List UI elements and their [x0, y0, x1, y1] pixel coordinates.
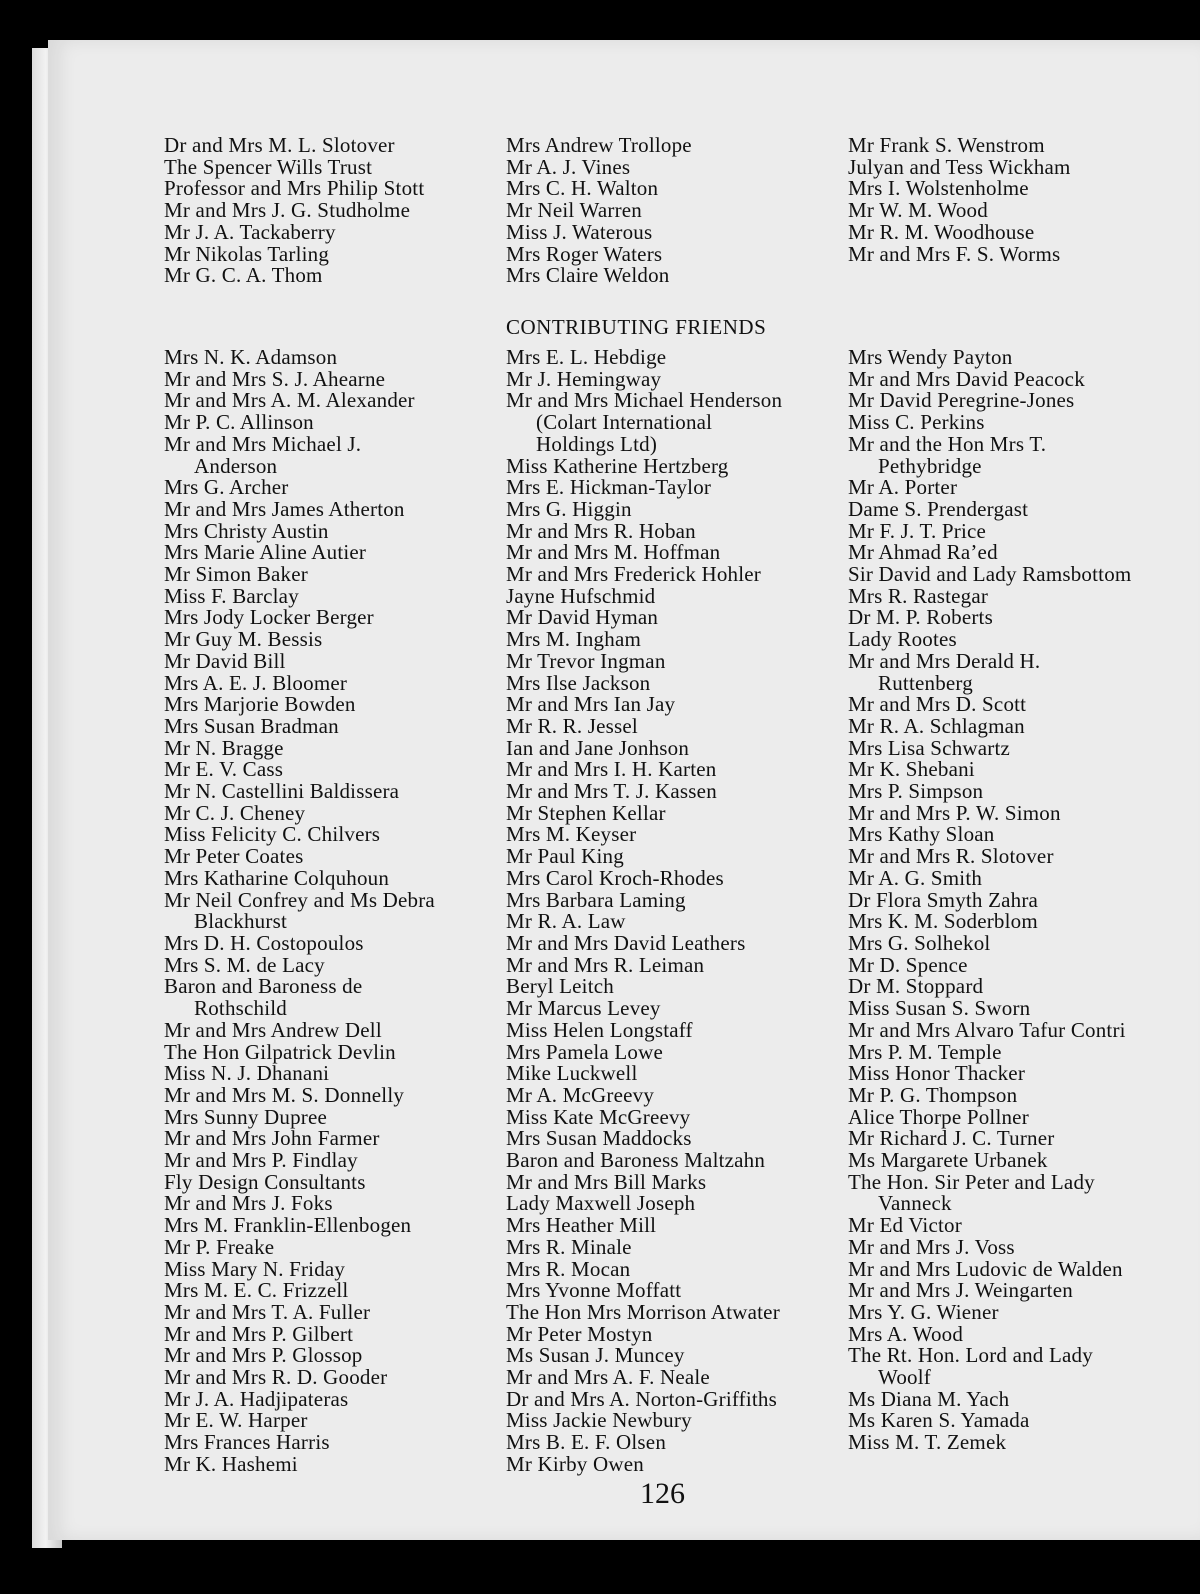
name-entry: The Hon Gilpatrick Devlin [164, 1039, 396, 1064]
name-entry: Mrs Marjorie Bowden [164, 692, 356, 717]
name-entry: The Rt. Hon. Lord and Lady [848, 1343, 1093, 1368]
top-list-column-1 [164, 135, 494, 287]
name-entry: Mrs A. E. J. Bloomer [164, 670, 348, 695]
name-entry: Mr A. McGreevy [506, 1082, 655, 1107]
name-entry: Miss J. Waterous [506, 219, 653, 244]
name-entry: Mr F. J. T. Price [848, 518, 987, 543]
name-entry: Mrs Susan Bradman [164, 713, 339, 738]
name-entry: Mr A. J. Vines [506, 154, 631, 179]
name-entry-continuation: (Colart International [536, 410, 713, 435]
name-entry: Mr and Mrs Andrew Dell [164, 1017, 382, 1042]
name-entry: Julyan and Tess Wickham [848, 154, 1071, 179]
name-entry: Mr and Mrs David Peacock [848, 366, 1085, 391]
name-entry: Ms Susan J. Muncey [506, 1343, 685, 1368]
name-entry: Mr W. M. Wood [848, 198, 988, 223]
name-entry: Mike Luckwell [506, 1061, 638, 1086]
name-entry: Lady Maxwell Joseph [506, 1191, 696, 1216]
name-entry: Beryl Leitch [506, 974, 614, 999]
name-entry-continuation: Woolf [878, 1365, 931, 1390]
name-entry: Mr David Bill [164, 648, 286, 673]
page-number: 126 [640, 1477, 685, 1510]
name-entry: Miss Jackie Newbury [506, 1408, 692, 1433]
name-entry: Mrs N. K. Adamson [164, 345, 338, 369]
name-entry: Miss Kate McGreevy [506, 1104, 691, 1129]
name-entry: Mr and Mrs John Farmer [164, 1126, 380, 1151]
name-entry: Mr N. Bragge [164, 735, 284, 760]
name-entry: Baron and Baroness de [164, 974, 363, 999]
name-entry: Mr Neil Confrey and Ms Debra [164, 887, 435, 912]
name-entry: Dr Flora Smyth Zahra [848, 887, 1039, 912]
name-entry: Sir David and Lady Ramsbottom [848, 562, 1132, 587]
name-entry: Mrs Jody Locker Berger [164, 605, 374, 630]
name-entry: Mrs M. Ingham [506, 627, 642, 652]
name-entry: Mrs Wendy Payton [848, 345, 1013, 369]
name-entry: Mr Neil Warren [506, 198, 643, 223]
name-entry: Mr K. Hashemi [164, 1451, 298, 1476]
name-entry: Mrs Christy Austin [164, 518, 329, 543]
name-entry: Mr Richard J. C. Turner [848, 1126, 1055, 1151]
name-entry: Mr and Mrs A. M. Alexander [164, 388, 415, 413]
name-entry: Mrs Ilse Jackson [506, 670, 651, 695]
name-entry: Mr and Mrs J. Voss [848, 1234, 1015, 1259]
name-entry: Mr and Mrs Ian Jay [506, 692, 676, 717]
name-entry: Mrs Claire Weldon [506, 263, 670, 288]
name-entry: Mr Peter Coates [164, 844, 304, 869]
name-entry: Mr P. Freake [164, 1234, 275, 1259]
name-entry: Mr Stephen Kellar [506, 800, 666, 825]
name-entry: Mrs Y. G. Wiener [848, 1299, 999, 1324]
name-entry: Mr A. Porter [848, 475, 958, 500]
name-entry: Mr and Mrs J. G. Studholme [164, 198, 411, 223]
name-entry: Mrs M. Keyser [506, 822, 637, 847]
name-entry-continuation: Anderson [194, 453, 278, 478]
name-entry: Baron and Baroness Maltzahn [506, 1148, 766, 1173]
name-entry-continuation: Rothschild [194, 996, 288, 1021]
name-entry: Mrs Susan Maddocks [506, 1126, 692, 1151]
name-entry: Mrs Frances Harris [164, 1430, 330, 1455]
name-entry: Mr and Mrs David Leathers [506, 930, 746, 955]
top-list-column-2 [506, 135, 836, 287]
name-entry: Mr R. M. Woodhouse [848, 219, 1035, 244]
name-entry: Fly Design Consultants [164, 1169, 366, 1194]
name-entry: Mr and Mrs A. F. Neale [506, 1365, 710, 1390]
name-entry: Dame S. Prendergast [848, 496, 1029, 521]
name-entry: Mr and Mrs Derald H. [848, 648, 1041, 673]
name-entry: Mr Nikolas Tarling [164, 241, 330, 266]
contributing-friends-column-3 [848, 347, 1200, 1454]
name-entry: Mrs S. M. de Lacy [164, 952, 325, 977]
name-entry: Mr and Mrs F. S. Worms [848, 241, 1061, 266]
name-entry: Mrs G. Solhekol [848, 930, 991, 955]
name-entry: Mrs R. Mocan [506, 1256, 631, 1281]
name-entry: Mr Paul King [506, 844, 624, 869]
name-entry: Miss M. T. Zemek [848, 1430, 1007, 1455]
name-entry: Mr Kirby Owen [506, 1451, 644, 1476]
name-entry: Ms Margarete Urbanek [848, 1148, 1048, 1173]
name-entry: Mrs P. M. Temple [848, 1039, 1002, 1064]
name-entry: Mr and Mrs R. Leiman [506, 952, 705, 977]
name-entry: Mrs M. E. C. Frizzell [164, 1278, 349, 1303]
name-entry: Mr J. A. Hadjipateras [164, 1386, 349, 1411]
name-entry: Mr J. Hemingway [506, 366, 662, 391]
name-entry: Mrs Kathy Sloan [848, 822, 995, 847]
name-entry: The Spencer Wills Trust [164, 154, 373, 179]
name-entry: Mr J. A. Tackaberry [164, 219, 336, 244]
name-entry: Mrs Sunny Dupree [164, 1104, 328, 1129]
name-entry: Mr P. G. Thompson [848, 1082, 1018, 1107]
name-entry: Ms Karen S. Yamada [848, 1408, 1030, 1433]
name-entry: Dr and Mrs A. Norton-Griffiths [506, 1386, 778, 1411]
name-entry: Miss Helen Longstaff [506, 1017, 693, 1042]
name-entry: Jayne Hufschmid [506, 583, 656, 608]
name-entry: Mr and Mrs James Atherton [164, 496, 405, 521]
section-heading-contributing-friends: CONTRIBUTING FRIENDS [506, 315, 767, 339]
name-entry: Mr D. Spence [848, 952, 968, 977]
name-entry: Mr R. A. Schlagman [848, 713, 1025, 738]
contributing-friends-column-1 [164, 347, 494, 1476]
name-entry: Mrs M. Franklin-Ellenbogen [164, 1213, 412, 1238]
name-entry: Mr and Mrs Bill Marks [506, 1169, 707, 1194]
name-entry: Mr and Mrs P. W. Simon [848, 800, 1061, 825]
name-entry: Miss Honor Thacker [848, 1061, 1026, 1086]
name-entry: Mrs E. L. Hebdige [506, 345, 667, 369]
name-entry: Mr and Mrs R. D. Gooder [164, 1365, 388, 1390]
name-entry: Miss F. Barclay [164, 583, 299, 608]
name-entry: Mr K. Shebani [848, 757, 975, 782]
name-entry: Mrs R. Rastegar [848, 583, 989, 608]
name-entry: Mr and Mrs M. Hoffman [506, 540, 721, 565]
name-entry: Mr A. G. Smith [848, 865, 983, 890]
name-entry-continuation: Ruttenberg [878, 670, 973, 695]
name-entry: Mrs Heather Mill [506, 1213, 657, 1238]
name-entry: Mrs Marie Aline Autier [164, 540, 367, 565]
name-entry: Mrs Yvonne Moffatt [506, 1278, 682, 1303]
name-entry: Miss C. Perkins [848, 410, 985, 435]
name-entry: Mr and Mrs Alvaro Tafur Contri [848, 1017, 1126, 1042]
name-entry: Mr R. R. Jessel [506, 713, 638, 738]
name-entry: Mr C. J. Cheney [164, 800, 306, 825]
name-entry: Mr and Mrs M. S. Donnelly [164, 1082, 405, 1107]
name-entry: Mrs C. H. Walton [506, 176, 659, 201]
name-entry: Mr David Peregrine-Jones [848, 388, 1075, 413]
name-entry: Mr and Mrs J. Weingarten [848, 1278, 1073, 1303]
name-entry: Ian and Jane Jonhson [506, 735, 690, 760]
name-entry: Mrs K. M. Soderblom [848, 909, 1038, 934]
name-entry: Mrs G. Higgin [506, 496, 632, 521]
name-entry: Professor and Mrs Philip Stott [164, 176, 425, 201]
name-entry: Mr N. Castellini Baldissera [164, 779, 400, 804]
name-entry: Miss Katherine Hertzberg [506, 453, 729, 478]
name-entry: Mrs B. E. F. Olsen [506, 1430, 667, 1455]
name-entry: Mrs E. Hickman-Taylor [506, 475, 712, 500]
name-entry: Mrs Katharine Colquhoun [164, 865, 390, 890]
name-entry: Mrs D. H. Costopoulos [164, 930, 364, 955]
name-entry: Dr and Mrs M. L. Slotover [164, 133, 395, 157]
name-entry: Lady Rootes [848, 627, 957, 652]
name-entry-continuation: Vanneck [878, 1191, 952, 1216]
name-entry: Mr Ahmad Ra’ed [848, 540, 998, 565]
name-entry: Mr E. V. Cass [164, 757, 284, 782]
name-entry: Mrs I. Wolstenholme [848, 176, 1029, 201]
name-entry: Mr R. A. Law [506, 909, 626, 934]
name-entry: Mrs Carol Kroch-Rhodes [506, 865, 724, 890]
name-entry: Miss Mary N. Friday [164, 1256, 346, 1281]
name-entry: Mr Ed Victor [848, 1213, 962, 1238]
name-entry: Mr and Mrs Ludovic de Walden [848, 1256, 1123, 1281]
name-entry: Mr Trevor Ingman [506, 648, 666, 673]
name-entry: Mr and Mrs T. J. Kassen [506, 779, 717, 804]
name-entry: Mr and the Hon Mrs T. [848, 431, 1047, 456]
name-entry: Mr and Mrs J. Foks [164, 1191, 333, 1216]
name-entry: Mrs Pamela Lowe [506, 1039, 663, 1064]
name-entry: Mr and Mrs I. H. Karten [506, 757, 717, 782]
name-entry: Mr E. W. Harper [164, 1408, 308, 1433]
name-entry: Mrs P. Simpson [848, 779, 984, 804]
name-entry: Mrs G. Archer [164, 475, 289, 500]
name-entry-continuation: Pethybridge [878, 453, 982, 478]
name-entry: Mr and Mrs P. Glossop [164, 1343, 363, 1368]
name-entry: The Hon Mrs Morrison Atwater [506, 1299, 780, 1324]
name-entry: Mr and Mrs Frederick Hohler [506, 562, 762, 587]
name-entry: Mr and Mrs R. Hoban [506, 518, 696, 543]
name-entry: Dr M. Stoppard [848, 974, 984, 999]
name-entry: Mrs R. Minale [506, 1234, 632, 1259]
name-entry: Mrs Lisa Schwartz [848, 735, 1011, 760]
name-entry: Mr David Hyman [506, 605, 659, 630]
top-list-column-3 [848, 135, 1200, 265]
name-entry-continuation: Blackhurst [194, 909, 287, 934]
name-entry: Mr G. C. A. Thom [164, 263, 323, 288]
name-entry: Mrs Andrew Trollope [506, 133, 692, 157]
name-entry: Mr and Mrs D. Scott [848, 692, 1027, 717]
name-entry: Mr Frank S. Wenstrom [848, 133, 1045, 157]
name-entry: The Hon. Sir Peter and Lady [848, 1169, 1095, 1194]
name-entry: Alice Thorpe Pollner [848, 1104, 1029, 1129]
name-entry: Mr Marcus Levey [506, 996, 661, 1021]
name-entry: Mr Peter Mostyn [506, 1321, 653, 1346]
name-entry: Miss Susan S. Sworn [848, 996, 1031, 1021]
name-entry: Mr and Mrs P. Gilbert [164, 1321, 354, 1346]
name-entry: Miss Felicity C. Chilvers [164, 822, 381, 847]
name-entry: Mr and Mrs T. A. Fuller [164, 1299, 371, 1324]
name-entry: Mr and Mrs P. Findlay [164, 1148, 358, 1173]
name-entry: Mr Simon Baker [164, 562, 308, 587]
name-entry: Mr Guy M. Bessis [164, 627, 323, 652]
name-entry: Mrs Barbara Laming [506, 887, 686, 912]
name-entry: Dr M. P. Roberts [848, 605, 993, 630]
name-entry: Mr and Mrs S. J. Ahearne [164, 366, 386, 391]
name-entry: Mrs Roger Waters [506, 241, 663, 266]
name-entry: Mr and Mrs R. Slotover [848, 844, 1054, 869]
name-entry: Mr P. C. Allinson [164, 410, 314, 435]
name-entry-continuation: Holdings Ltd) [536, 431, 658, 456]
name-entry: Miss N. J. Dhanani [164, 1061, 330, 1086]
name-entry: Mr and Mrs Michael Henderson [506, 388, 783, 413]
name-entry: Mr and Mrs Michael J. [164, 431, 362, 456]
name-entry: Mrs A. Wood [848, 1321, 964, 1346]
name-entry: Ms Diana M. Yach [848, 1386, 1010, 1411]
contributing-friends-column-2 [506, 347, 836, 1476]
